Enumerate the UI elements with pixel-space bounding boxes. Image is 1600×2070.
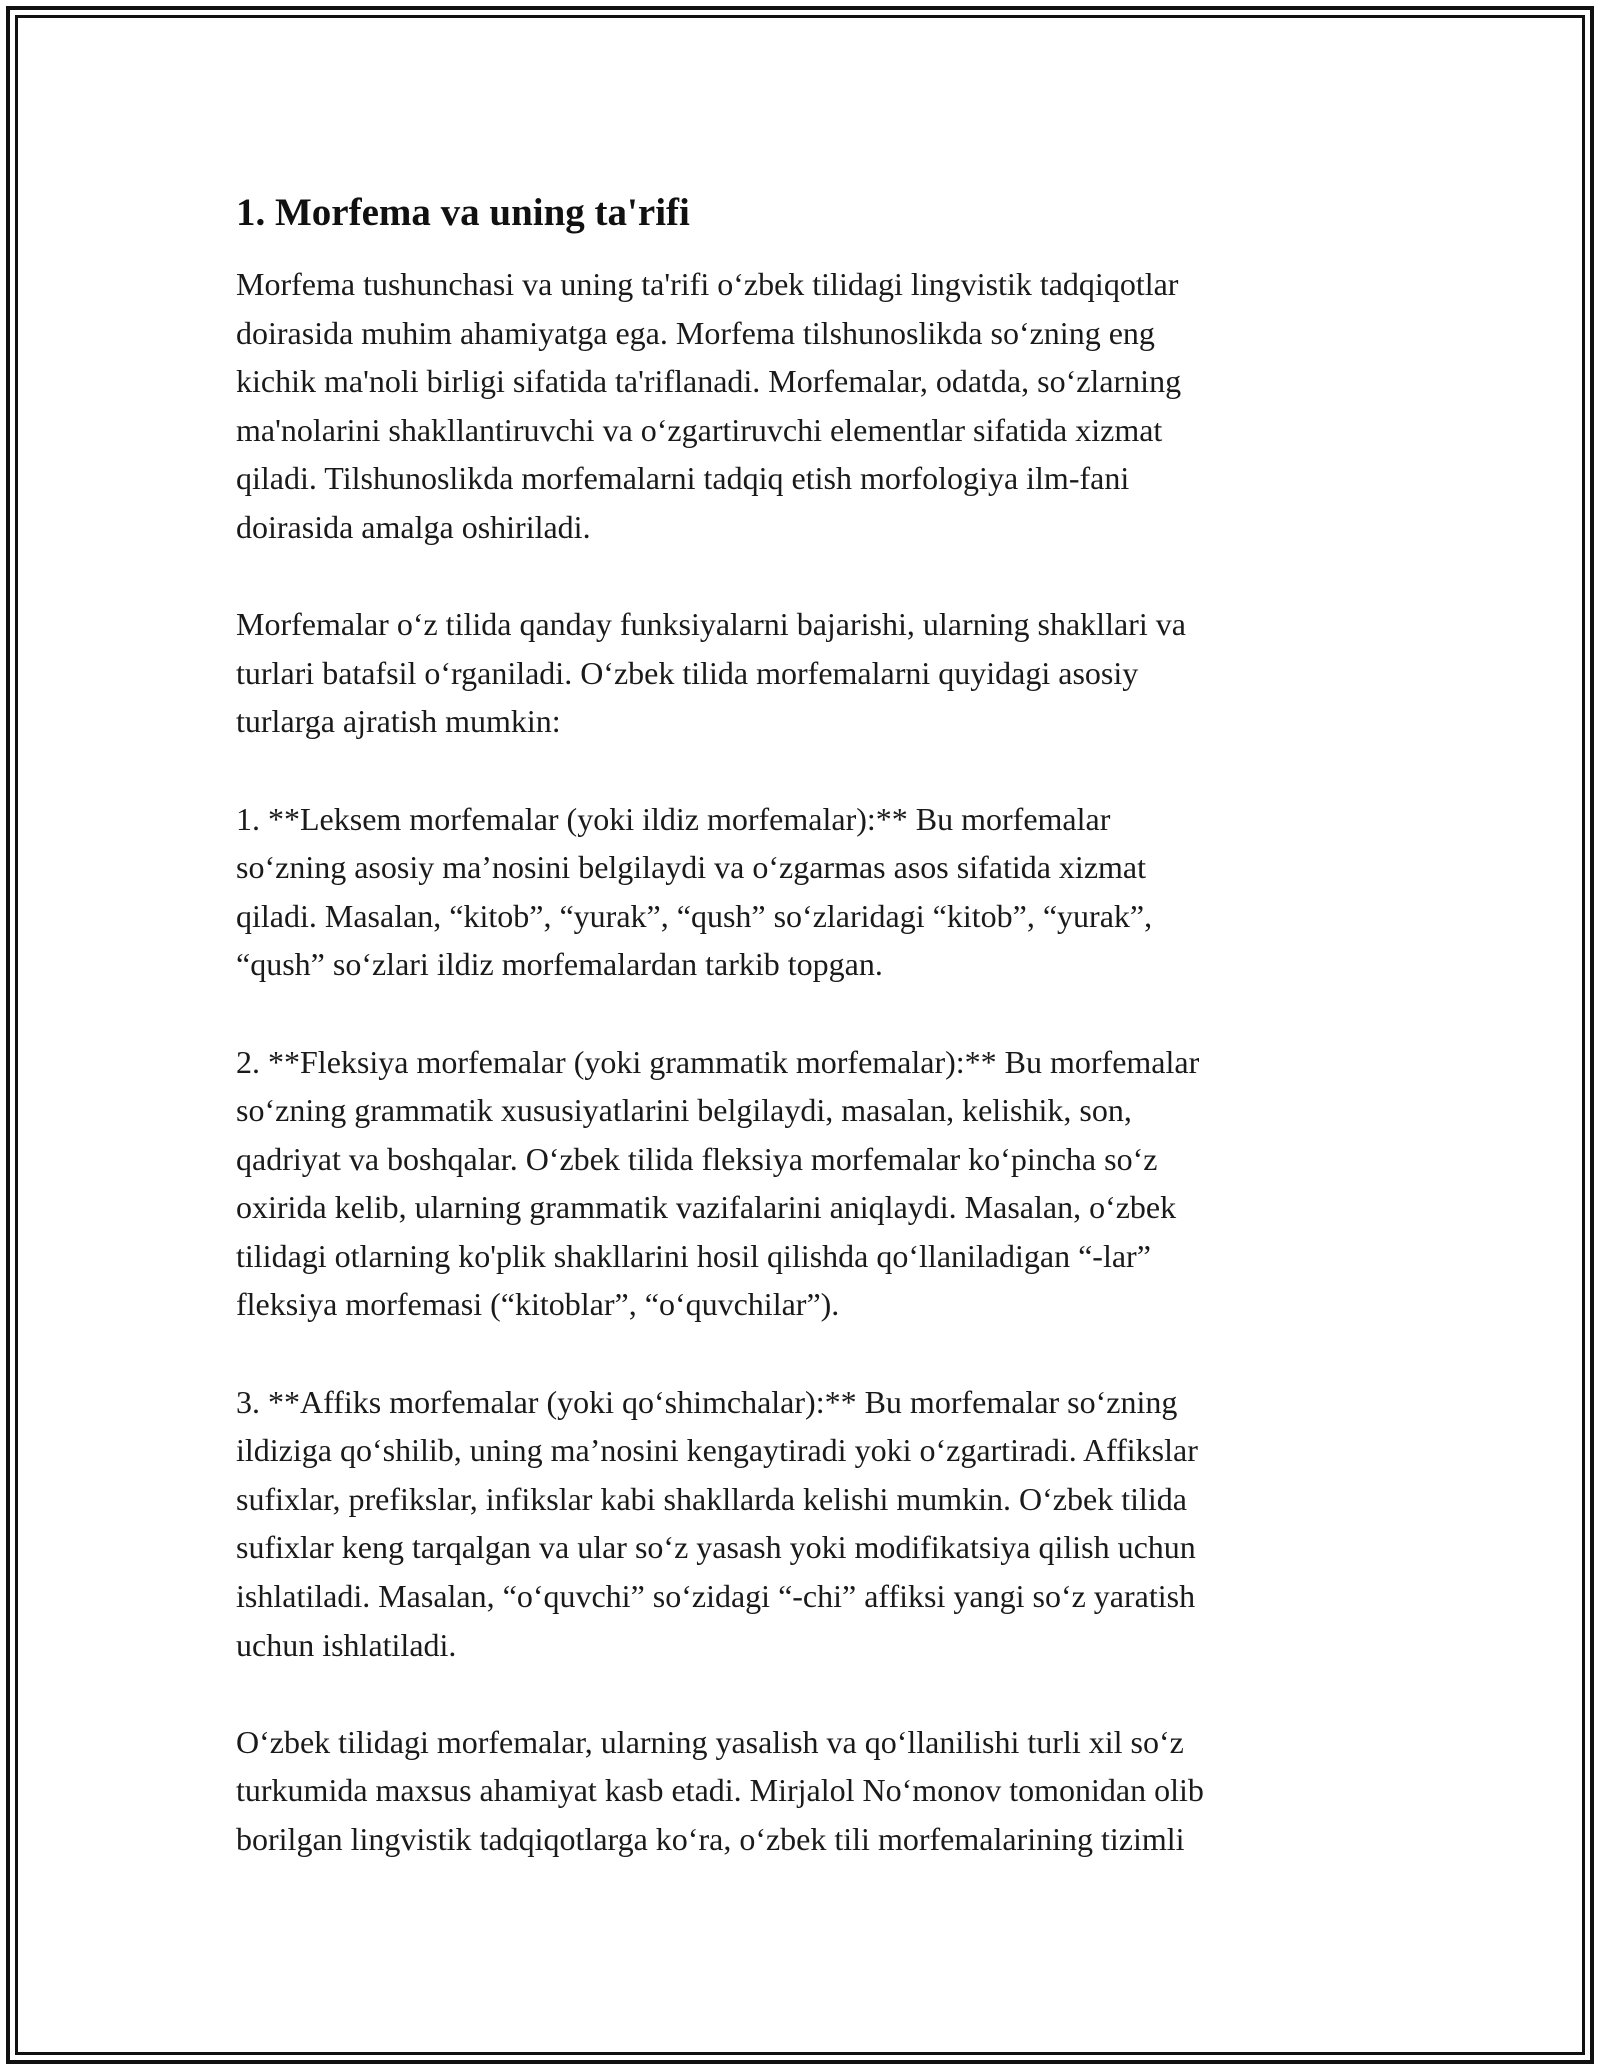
text-line: qiladi. Masalan, “kitob”, “yurak”, “qush” so‘zlaridagi “kitob”, “yurak”, xyxy=(236,897,1153,934)
paragraph xyxy=(236,600,1366,746)
text-line: 1. **Leksem morfemalar (yoki ildiz morfemalar):** Bu morfemalar xyxy=(236,800,1111,837)
text-line: uchun ishlatiladi. xyxy=(236,1626,457,1663)
paragraph xyxy=(236,795,1366,989)
text-line: fleksiya morfemasi (“kitoblar”, “o‘quvchilar”). xyxy=(236,1286,840,1323)
text-line: ma'nolarini shakllantiruvchi va o‘zgartiruvchi elementlar sifatida xizmat xyxy=(236,411,1163,448)
paragraph xyxy=(236,1038,1366,1330)
paragraph xyxy=(236,260,1366,552)
text-line: so‘zning asosiy ma’nosini belgilaydi va o‘zgarmas asos sifatida xizmat xyxy=(236,849,1146,886)
text-line: 3. **Affiks morfemalar (yoki qo‘shimchalar):** Bu morfemalar so‘zning xyxy=(236,1383,1178,1420)
text-line: oxirida kelib, ularning grammatik vazifalarini aniqlaydi. Masalan, o‘zbek xyxy=(236,1189,1177,1226)
text-line: sufixlar keng tarqalgan va ular so‘z yasash yoki modifikatsiya qilish uchun xyxy=(236,1529,1196,1566)
section-heading: 1. Morfema va uning ta'rifi xyxy=(236,191,690,234)
paragraph-list xyxy=(236,260,1366,1864)
document-body xyxy=(236,188,1366,1912)
text-line: ishlatiladi. Masalan, “o‘quvchi” so‘zidagi “-chi” affiksi yangi so‘z yaratish xyxy=(236,1578,1196,1615)
text-line: kichik ma'noli birligi sifatida ta'riflanadi. Morfemalar, odatda, so‘zlarning xyxy=(236,363,1182,400)
text-line: sufixlar, prefikslar, infikslar kabi shakllarda kelishi mumkin. O‘zbek tilida xyxy=(236,1480,1187,1517)
text-line: 2. **Fleksiya morfemalar (yoki grammatik morfemalar):** Bu morfemalar xyxy=(236,1043,1200,1080)
text-line: tilidagi otlarning ko'plik shakllarini hosil qilishda qo‘llaniladigan “-lar” xyxy=(236,1237,1151,1274)
paragraph xyxy=(236,1378,1366,1670)
text-line: so‘zning grammatik xususiyatlarini belgilaydi, masalan, kelishik, son, xyxy=(236,1092,1132,1129)
text-line: O‘zbek tilidagi morfemalar, ularning yasalish va qo‘llanilishi turli xil so‘z xyxy=(236,1723,1184,1760)
text-line: qadriyat va boshqalar. O‘zbek tilida fleksiya morfemalar ko‘pincha so‘z xyxy=(236,1140,1158,1177)
text-line: borilgan lingvistik tadqiqotlarga ko‘ra, o‘zbek tili morfemalarining tizimli xyxy=(236,1821,1185,1857)
text-line: turkumida maxsus ahamiyat kasb etadi. Mirjalol No‘monov tomonidan olib xyxy=(236,1772,1204,1809)
text-line: Morfema tushunchasi va uning ta'rifi o‘zbek tilidagi lingvistik tadqiqotlar xyxy=(236,266,1179,302)
paragraph xyxy=(236,1718,1366,1864)
text-line: “qush” so‘zlari ildiz morfemalardan tarkib topgan. xyxy=(236,946,883,983)
text-line: qiladi. Tilshunoslikda morfemalarni tadqiq etish morfologiya ilm-fani xyxy=(236,460,1130,497)
text-line: turlari batafsil o‘rganiladi. O‘zbek tilida morfemalarni quyidagi asosiy xyxy=(236,654,1139,691)
text-line: Morfemalar o‘z tilida qanday funksiyalarni bajarishi, ularning shakllari va xyxy=(236,606,1186,643)
text-line: ildiziga qo‘shilib, uning ma’nosini kengaytiradi yoki o‘zgartiradi. Affikslar xyxy=(236,1432,1198,1469)
text-line: doirasida muhim ahamiyatga ega. Morfema tilshunoslikda so‘zning eng xyxy=(236,314,1155,351)
text-line: turlarga ajratish mumkin: xyxy=(236,703,561,740)
text-line: doirasida amalga oshiriladi. xyxy=(236,508,591,545)
